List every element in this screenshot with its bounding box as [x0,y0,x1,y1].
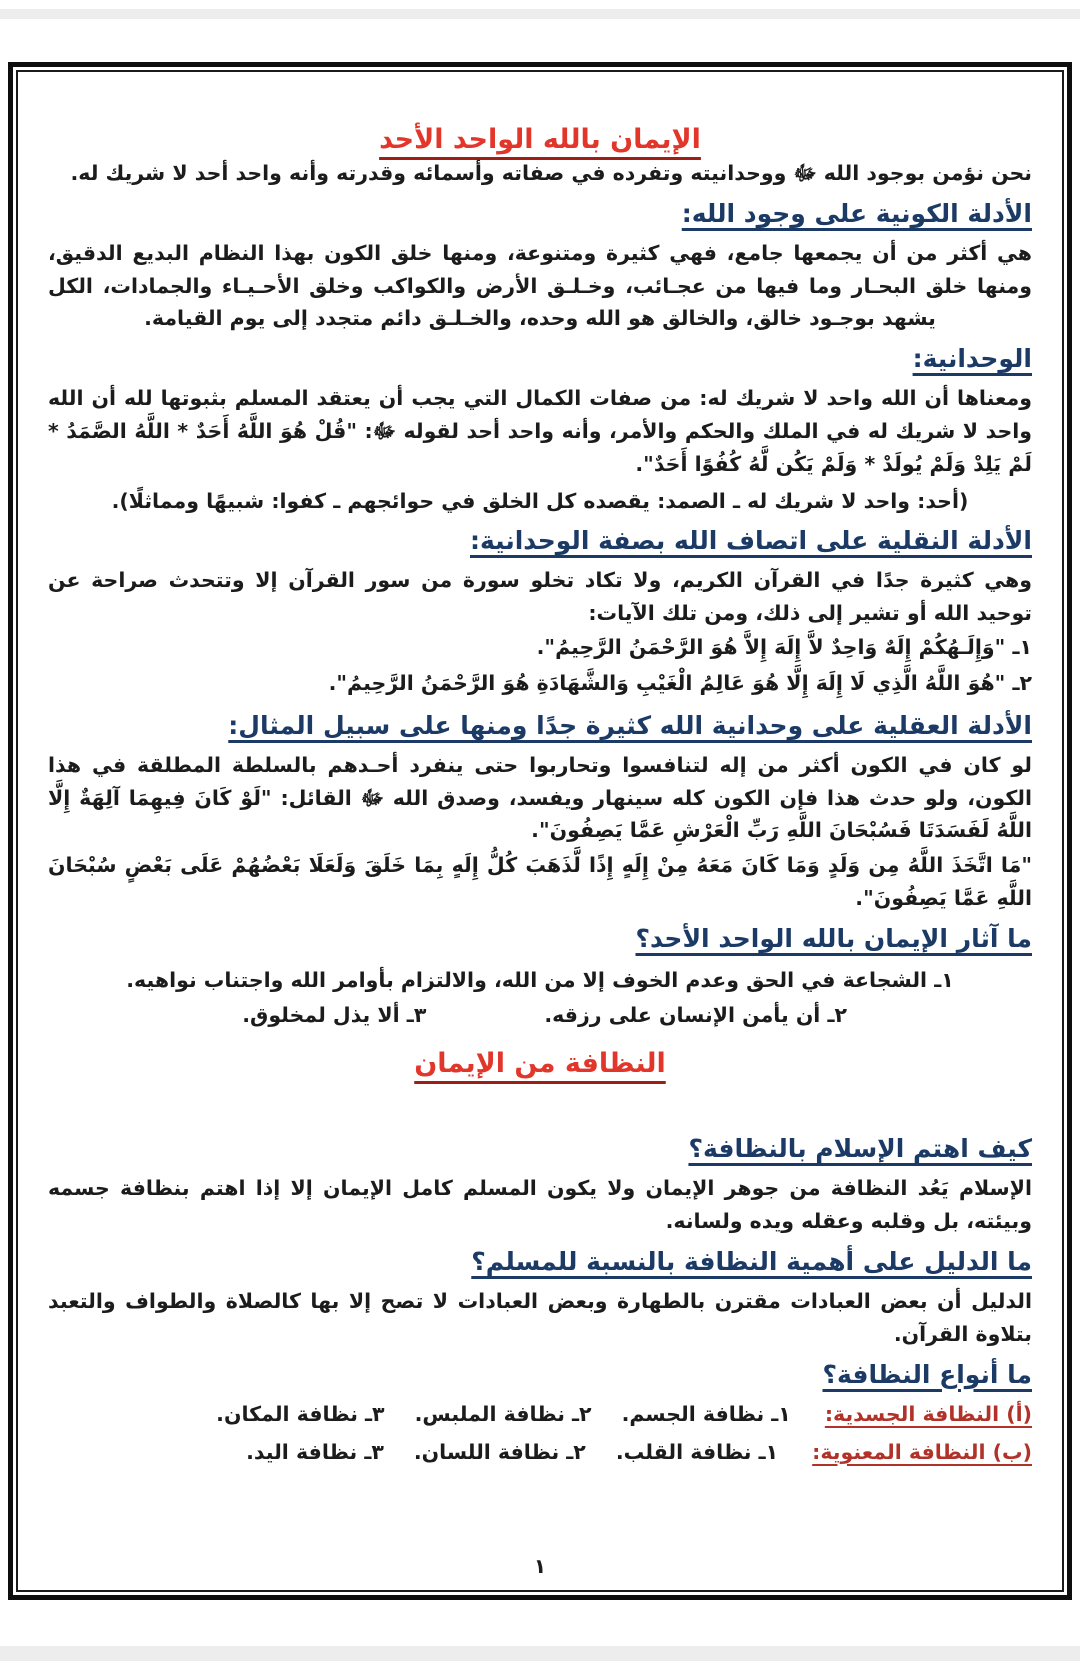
page-inner-frame [16,70,1064,1592]
vocabulary-note: (أحد: واحد لا شريك له ـ الصمد: يقصده كل الخلق في حوائجهم ـ كفوا: شبيهًا ومماثلًا). [111,488,969,513]
physical-cleanliness-row [48,1396,1032,1434]
quran-quote-ma-ittakhadha: "مَا اتَّخَذَ اللَّهُ مِن وَلَدٍ وَمَا كَانَ مَعَهُ مِنْ إِلَهٍ إِذًا لَّذَهَبَ كُلُّ إِلَهٍ بِمَا خَلَقَ وَلَعَلَا بَعْضُهُمْ عَلَى بَعْضٍ سُبْحَانَ اللَّهِ عَمَّا يَصِفُونَ". [48,853,1032,910]
cosmic-evidence-paragraph: هي أكثر من أن يجمعها جامع، فهي كثيرة ومتنوعة، ومنها خلق الكون بهذا النظام البديع الدقيق، ومنها خلق البحـار وما فيها من عجـائب، وخـلـق الأرض والكواكب وخلق الأحـيـاء والجمادات، الكل يشهد بوجـود خالق، والخالق هو الله وحده، والخـلـق دائم متجدد إلى يوم القيامة. [48,240,1032,331]
scan-artifact-band-top [0,9,1080,19]
moral-item-3: ٣ـ نظافة اليد. [246,1439,384,1464]
effects-item-1: ١ـ الشجاعة في الحق وعدم الخوف إلا من الله، والالتزام بأوامر الله واجتناب نواهيه. [126,967,954,992]
effects-item-2: ٢ـ أن يأمن الإنسان على رزقه. [544,1002,847,1027]
rational-evidence-paragraph: لو كان في الكون أكثر من إله لتنافسوا وتحاربوا حتى ينفرد أحـدهم بالسلطة المطلقة في هذا الكون، ولو حدث هذا فإن الكون كله سينهار ويفسد، وصدق الله ﷻ القائل: "لَوْ كَانَ فِيهِمَا آلِهَةٌ إِلَّا اللَّهُ لَفَسَدَتَا فَسُبْحَانَ اللَّهِ رَبِّ الْعَرْشِ عَمَّا يَصِفُونَ". [48,752,1032,843]
section-heading-islam-cleanliness: كيف اهتم الإسلام بالنظافة؟ [688,1134,1032,1164]
lesson-title-cleanliness [48,1048,1032,1079]
moral-cleanliness-row [48,1434,1032,1472]
oneness-paragraph: ومعناها أن الله واحد لا شريك له: من صفات الكمال التي يجب أن يعتقد المسلم بثبوتها لله أن الله واحد لا شريك له في الملك والحكم والأمر، وأنه واحد أحد لقوله ﷻ: "قُلْ هُوَ اللَّهُ أَحَدٌ * اللَّهُ الصَّمَدُ * لَمْ يَلِدْ وَلَمْ يُولَدْ * وَلَمْ يَكُن لَّهُ كُفُوًا أَحَدٌ". [48,386,1032,476]
intro-paragraph: نحن نؤمن بوجود الله ﷻ ووحدانيته وتفرده في صفاته وأسمائه وقدرته وأنه واحد أحد لا شريك له. [70,161,1032,185]
lesson-title-cleanliness-text: النظافة من الإيمان [414,1048,666,1080]
moral-item-2: ٢ـ نظافة اللسان. [413,1439,586,1464]
quran-verse-2: ٢ـ "هُوَ اللَّهُ الَّذِي لَا إِلَهَ إِلَّا هُوَ عَالِمُ الْغَيْبِ وَالشَّهَادَةِ هُوَ الرَّحْمَنُ الرَّحِيمُ". [328,670,1032,695]
moral-cleanliness-label: (ب) النظافة المعنوية: [812,1439,1032,1464]
lesson-title-faith-text: الإيمان بالله الواحد الأحد [379,124,701,155]
physical-item-1: ١ـ نظافة الجسم. [621,1401,791,1426]
section-heading-textual-evidence: الأدلة النقلية على اتصاف الله بصفة الوحدانية: [469,526,1032,556]
page-outer-frame [8,62,1072,1600]
scan-artifact-band-bottom [0,1646,1080,1661]
section-heading-cleanliness-evidence: ما الدليل على أهمية النظافة بالنسبة للمسلم؟ [471,1246,1032,1276]
section-heading-oneness: الوحدانية: [912,344,1032,374]
physical-cleanliness-label: (أ) النظافة الجسدية: [824,1401,1032,1426]
islam-cleanliness-paragraph: الإسلام يَعُد النظافة من جوهر الإيمان ولا يكون المسلم كامل الإيمان إلا إذا اهتم بنظافة جسمه وبيئته، بل وقلبه وعقله ويده ولسانه. [48,1176,1032,1234]
section-heading-effects-of-faith: ما آثار الإيمان بالله الواحد الأحد؟ [635,923,1032,953]
section-heading-rational-evidence: الأدلة العقلية على وحدانية الله كثيرة جدًا ومنها على سبيل المثال: [228,710,1032,740]
textual-evidence-paragraph: وهي كثيرة جدًا في القرآن الكريم، ولا تكاد تخلو سورة من سور القرآن إلا وتتحدث صراحة عن توحيد الله أو تشير إلى ذلك، ومن تلك الآيات: [48,568,1032,626]
physical-item-2: ٢ـ نظافة الملبس. [414,1401,592,1426]
physical-item-3: ٣ـ نظافة المكان. [216,1401,385,1426]
moral-item-1: ١ـ نظافة القلب. [615,1439,779,1464]
lesson-title-faith [48,124,1032,155]
cleanliness-evidence-paragraph: الدليل أن بعض العبادات مقترن بالطهارة وبعض العبادات لا تصح إلا بها كالصلاة والطواف والتعبد بتلاوة القرآن. [48,1288,1032,1346]
quran-verse-1: ١ـ "وَإِلَـهُكُمْ إِلَهٌ وَاحِدٌ لاَّ إِلَهَ إِلاَّ هُوَ الرَّحْمَنُ الرَّحِيمُ". [536,634,1032,659]
page-number: ١ [533,1554,547,1578]
section-heading-cleanliness-types: ما أنواع النظافة؟ [822,1359,1032,1389]
effects-item-3: ٣ـ ألا يذل لمخلوق. [242,1002,427,1027]
section-heading-cosmic-evidence: الأدلة الكونية على وجود الله: [681,198,1032,228]
effects-items-row [48,998,1032,1033]
